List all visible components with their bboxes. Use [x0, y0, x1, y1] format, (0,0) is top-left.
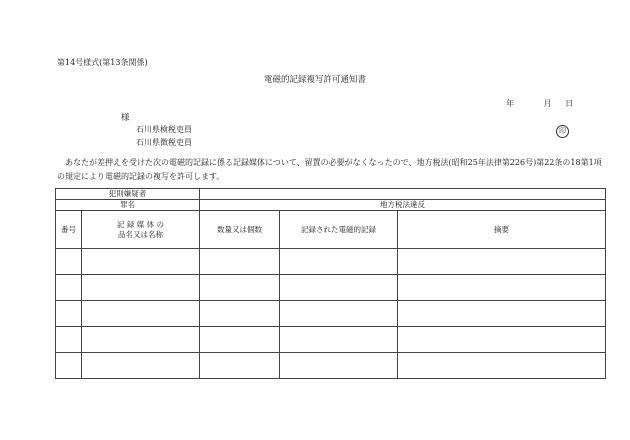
header-quantity: 数量又は個数: [200, 211, 280, 249]
cell-record: [280, 353, 398, 379]
cell-remarks: [398, 249, 606, 275]
cell-record: [280, 249, 398, 275]
cell-number: [56, 301, 82, 327]
cell-record: [280, 301, 398, 327]
notice-body-text: あなたが差押えを受けた次の電磁的記録に係る記録媒体について、留置の必要がなくなったので、地方税法(昭和25年法律第226号)第22条の18第1項の規定により電磁的記録の複写を許可します。: [57, 158, 602, 181]
suspect-label: 犯則嫌疑者: [56, 189, 200, 200]
header-item: [82, 211, 200, 249]
cell-number: [56, 353, 82, 379]
cell-record: [280, 275, 398, 301]
seal-mark-icon: 印: [556, 125, 569, 138]
issuer-title-1: 石川県検税吏員: [136, 125, 192, 134]
suspect-value: [200, 189, 606, 200]
addressee-suffix: 様: [121, 113, 130, 123]
cell-number: [56, 249, 82, 275]
cell-quantity: [200, 301, 280, 327]
cell-item: [82, 327, 200, 353]
table-row: [56, 353, 606, 379]
cell-quantity: [200, 327, 280, 353]
issuer-title-2: 石川県徴税吏員: [136, 138, 192, 147]
crime-label: 罪名: [56, 200, 200, 211]
cell-quantity: [200, 275, 280, 301]
cell-remarks: [398, 327, 606, 353]
cell-number: [56, 275, 82, 301]
crime-row: [56, 200, 606, 211]
cell-number: [56, 327, 82, 353]
crime-value: 地方税法違反: [200, 200, 606, 211]
table-row: [56, 301, 606, 327]
cell-remarks: [398, 353, 606, 379]
cell-remarks: [398, 275, 606, 301]
document-title: 電磁的記録複写許可通知書: [263, 75, 366, 85]
table-row: [56, 327, 606, 353]
table-row: [56, 249, 606, 275]
date-line: [506, 98, 573, 109]
cell-record: [280, 327, 398, 353]
cell-remarks: [398, 301, 606, 327]
cell-quantity: [200, 249, 280, 275]
date-year: 年: [506, 99, 514, 108]
cell-item: [82, 249, 200, 275]
header-record: 記録された電磁的記録: [280, 211, 398, 249]
header-number: 番号: [56, 211, 82, 249]
date-day: 日: [565, 99, 574, 108]
header-remarks: 摘要: [398, 211, 606, 249]
date-month: 月: [543, 99, 552, 108]
form-number: 第14号様式(第13条関係): [57, 58, 148, 67]
table-header-row: [56, 211, 606, 249]
cell-item: [82, 353, 200, 379]
records-table: [55, 188, 606, 379]
table-row: [56, 275, 606, 301]
cell-quantity: [200, 353, 280, 379]
suspect-row: [56, 189, 606, 200]
header-item-line2: 品名又は名称: [118, 229, 163, 239]
header-item-line1: 記 録 媒 体 の: [116, 219, 165, 229]
cell-item: [82, 275, 200, 301]
cell-item: [82, 301, 200, 327]
